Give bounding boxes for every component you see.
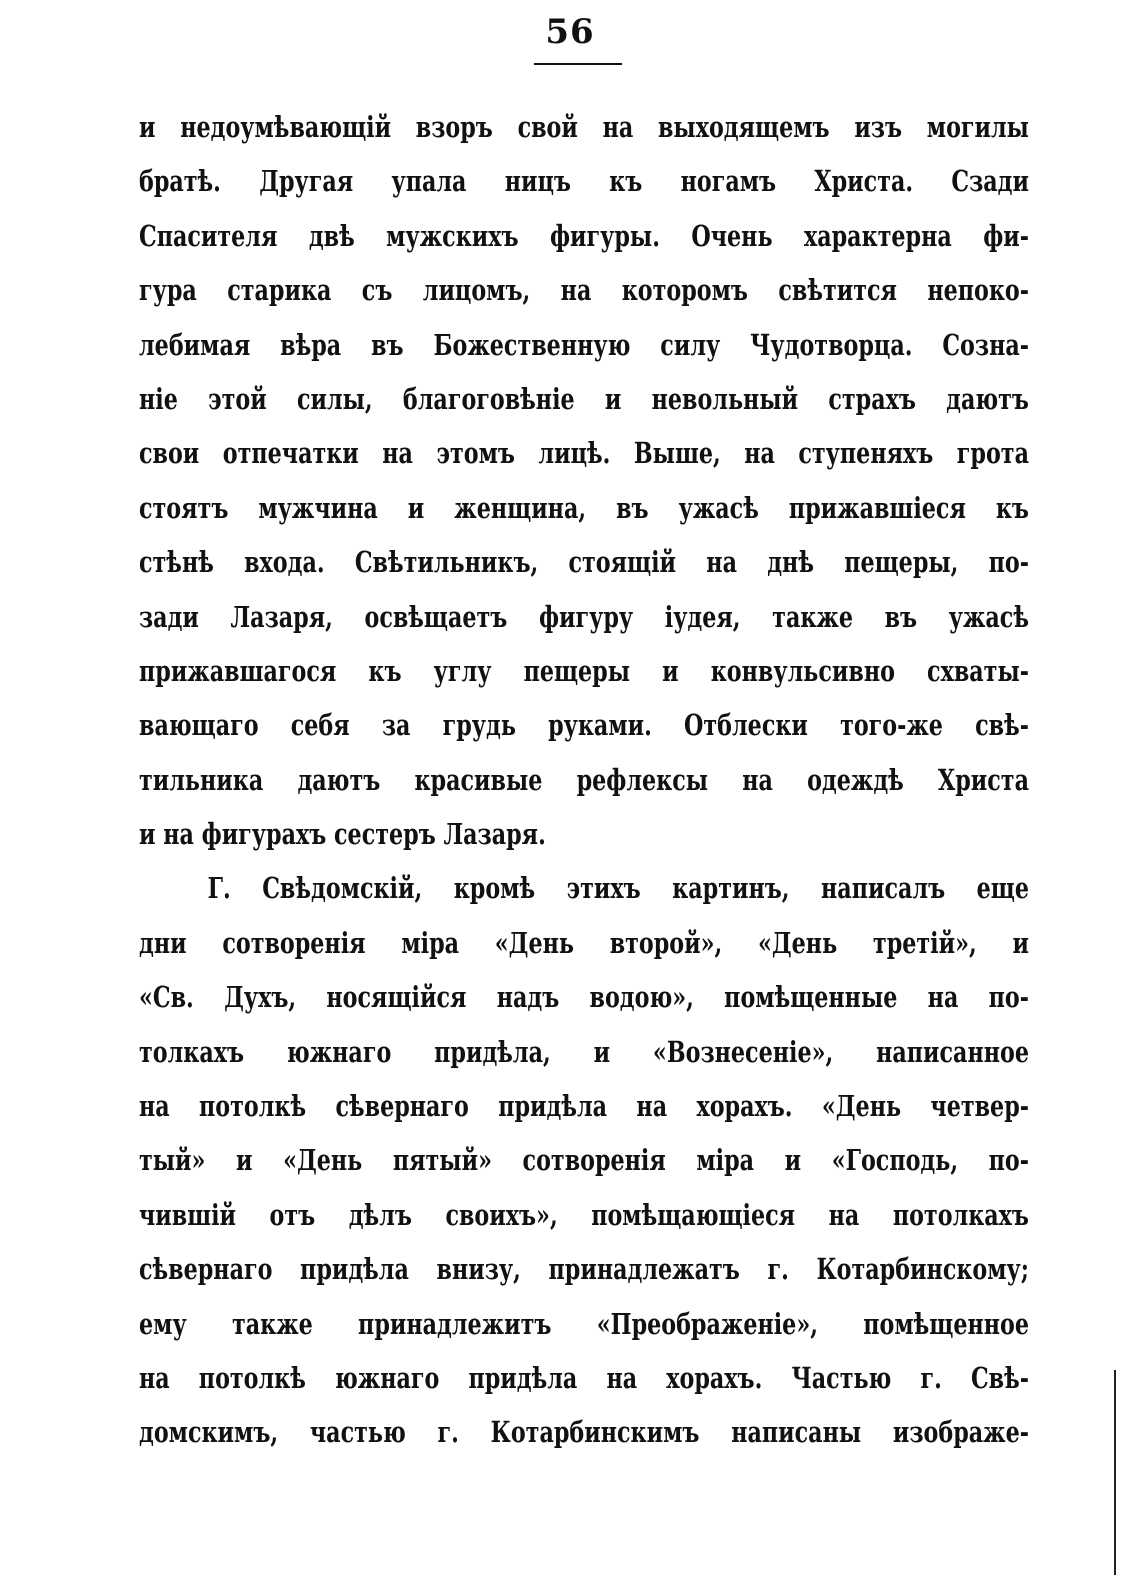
page-number: 56	[545, 12, 595, 52]
text-line: вающаго себя за грудь руками. Отблески того-же свѣ-	[139, 708, 1029, 743]
text-line: стоятъ мужчина и женщина, въ ужасѣ прижавшіеся къ	[139, 490, 1029, 525]
text-line: тильника даютъ красивые рефлексы на одеждѣ Христа	[139, 762, 1029, 797]
text-line: Спасителя двѣ мужскихъ фигуры. Очень характерна фи-	[139, 218, 1029, 253]
page-number-rule	[534, 63, 622, 65]
text-line: чившій отъ дѣлъ своихъ», помѣщающіеся на потолкахъ	[139, 1197, 1029, 1232]
text-line: свои отпечатки на этомъ лицѣ. Выше, на ступеняхъ грота	[139, 436, 1029, 471]
text-body	[139, 100, 1029, 1460]
text-line: домскимъ, частью г. Котарбинскимъ написаны изображе-	[139, 1415, 1029, 1450]
text-line: сѣвернаго придѣла внизу, принадлежатъ г. Котарбинскому;	[139, 1252, 1029, 1287]
scan-edge-line	[1114, 1370, 1116, 1575]
text-line: прижавшагося къ углу пещеры и конвульсивно схваты-	[139, 653, 1029, 688]
text-line: на потолкѣ южнаго придѣла на хорахъ. Частью г. Свѣ-	[139, 1360, 1029, 1395]
text-line: толкахъ южнаго придѣла, и «Вознесеніе», написанное	[139, 1034, 1029, 1069]
text-line: зади Лазаря, освѣщаетъ фигуру іудея, также въ ужасѣ	[139, 599, 1029, 634]
text-line: ему также принадлежитъ «Преображеніе», помѣщенное	[139, 1306, 1029, 1341]
text-line: стѣнѣ входа. Свѣтильникъ, стоящій на днѣ пещеры, по-	[139, 545, 1029, 580]
text-line: и недоумѣвающій взоръ свой на выходящемъ изъ могилы	[139, 110, 1029, 144]
text-line: тый» и «День пятый» сотворенія міра и «Господь, по-	[139, 1143, 1029, 1178]
text-line: ніе этой силы, благоговѣніе и невольный страхъ даютъ	[139, 381, 1029, 416]
text-line: гура старика съ лицомъ, на которомъ свѣтится непоко-	[139, 273, 1029, 308]
text-line: «Св. Духъ, носящійся надъ водою», помѣщенные на по-	[139, 980, 1029, 1015]
text-line: братѣ. Другая упала ницъ къ ногамъ Христа. Сзади	[139, 164, 1029, 199]
text-line: Г. Свѣдомскій, кромѣ этихъ картинъ, написалъ еще	[207, 871, 1029, 906]
paragraph-2	[139, 861, 1029, 1459]
text-line: на потолкѣ сѣвернаго придѣла на хорахъ. «День четвер-	[139, 1089, 1029, 1124]
paragraph-1	[139, 100, 1029, 861]
text-line: и на фигурахъ сестеръ Лазаря.	[139, 817, 546, 852]
text-line: дни сотворенія міра «День второй», «День третій», и	[139, 925, 1029, 960]
text-line: лебимая вѣра въ Божественную силу Чудотворца. Созна-	[139, 327, 1029, 362]
